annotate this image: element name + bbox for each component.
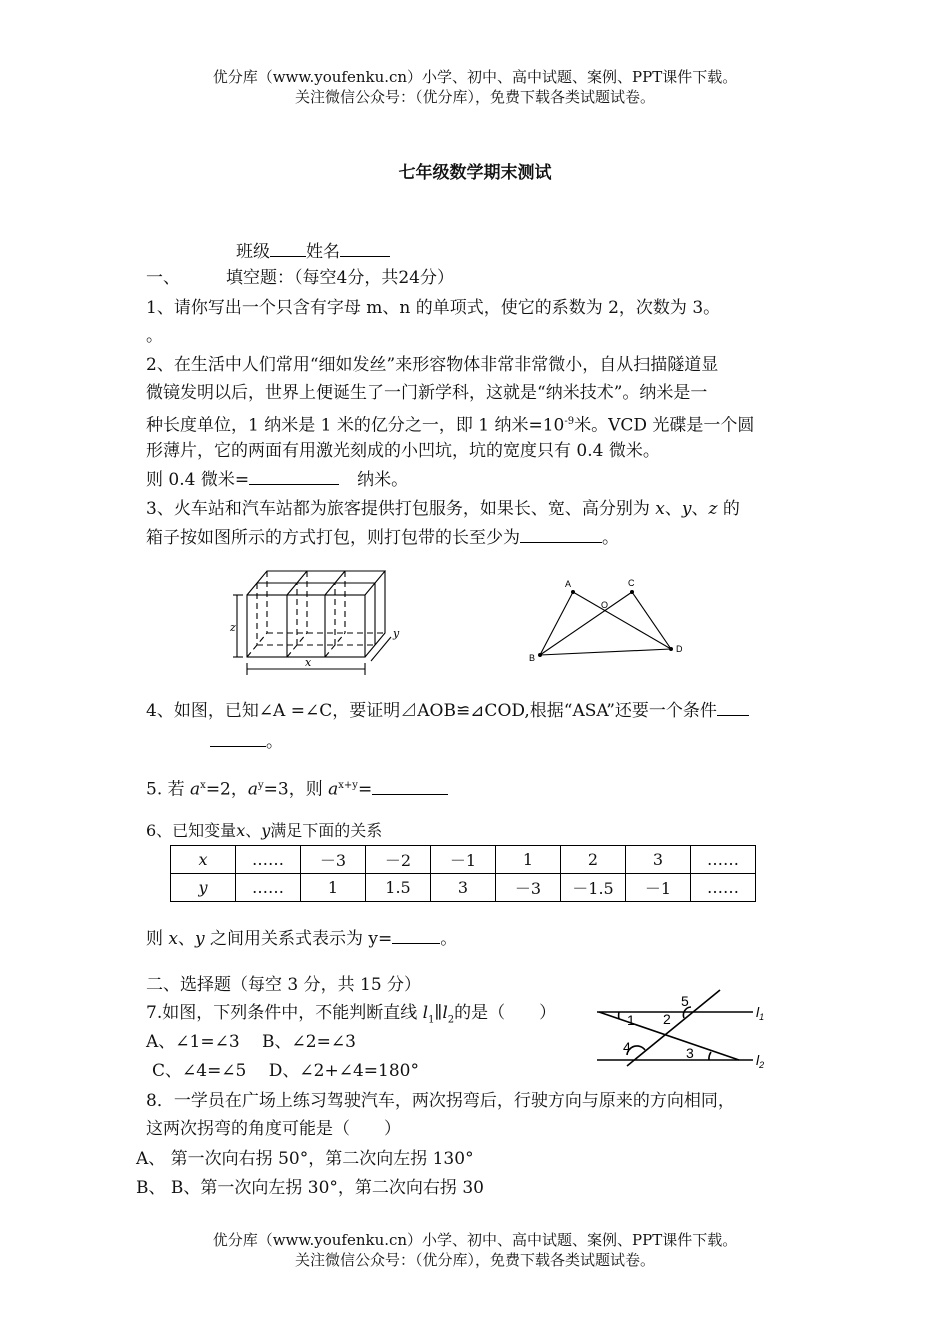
q3-line-1 [146, 495, 740, 523]
segment-CB [540, 592, 632, 655]
point-A [571, 590, 575, 594]
q5-exp-y: y [258, 780, 264, 791]
box-front-face [247, 595, 365, 657]
table-cell: －3 [496, 874, 561, 902]
q4-line-2 [210, 728, 283, 756]
point-C [630, 590, 634, 594]
segment-AD [573, 592, 671, 649]
line-label-l1: $l_1$ [756, 1004, 765, 1022]
q2-line-5 [146, 466, 408, 494]
q6-prefix: 6、已知变量 [146, 821, 237, 840]
q8-option-b: B、 B、第一次向左拐 30°，第二次向右拐 30 [136, 1178, 484, 1198]
table-row-x [171, 846, 756, 874]
q4-answer-blank-2[interactable] [210, 728, 266, 747]
header-line-1: 优分库（www.youfenku.cn）小学、初中、高中试题、案例、PPT课件下载。 [212, 68, 738, 86]
q8-line-1: 8．一学员在广场上练习驾驶汽车，两次拐弯后，行驶方向与原来的方向相同， [146, 1091, 735, 1111]
q2-exponent: -9 [564, 416, 575, 427]
q1-end: 。 [146, 326, 163, 346]
q3-var-x: x [655, 499, 665, 519]
q2-line-3 [146, 408, 754, 440]
box-hidden-edges [247, 571, 385, 657]
q5-a-2: a [247, 779, 259, 800]
q7-l1: l [422, 1003, 429, 1023]
q3-line-2-end: 。 [602, 528, 619, 548]
q6-var-x: x [236, 821, 246, 840]
table-cell: 3 [431, 874, 496, 902]
name-blank[interactable] [340, 238, 390, 257]
q5-eq-3: = [357, 779, 373, 800]
q2-line-5b: 纳米。 [357, 470, 409, 490]
table-cell: 1 [496, 846, 561, 874]
triangle-figure [525, 572, 725, 667]
q3-var-z: z [708, 499, 718, 519]
angle-label-5: 5 [681, 993, 689, 1009]
q4-text: 4、如图，已知∠A =∠C，要证明⊿AOB≌⊿COD,根据“ASA”还要一个条件 [146, 701, 717, 721]
relation-table [170, 845, 756, 902]
point-B [538, 653, 542, 657]
table-cell: 2 [561, 846, 626, 874]
table-cell: 1 [301, 874, 366, 902]
x-label: x [198, 850, 208, 869]
table-cell: －1 [431, 846, 496, 874]
q2-line-3a: 种长度单位，1 纳米是 1 米的亿分之一，即 1 纳米=10 [146, 415, 565, 436]
q6-l2-sep: 、 [178, 929, 195, 949]
q7-l2-sub: 2 [447, 1014, 455, 1026]
q3-line-1a: 3、火车站和汽车站都为旅客提供打包服务，如果长、宽、高分别为 [146, 499, 650, 519]
angle-label-3: 3 [686, 1045, 694, 1061]
angle-label-1: 1 [627, 1012, 635, 1028]
box-label-z: z [230, 621, 236, 634]
q3-var-y: y [681, 499, 692, 519]
q5-eq-1: =2， [205, 779, 248, 800]
box-figure [225, 565, 405, 680]
line-label-l2: $l_2$ [756, 1052, 765, 1068]
q2-line-5a: 则 0.4 微米= [146, 470, 250, 490]
table-cell: …… [236, 874, 301, 902]
box-label-y: y [393, 627, 400, 640]
table-header-y [171, 874, 236, 902]
table-header-x [171, 846, 236, 874]
transversal-2 [627, 990, 720, 1066]
q6-l2-x: x [168, 929, 178, 949]
q7-l2: l [442, 1003, 448, 1023]
table-cell: －2 [366, 846, 431, 874]
y-label: y [198, 878, 208, 897]
class-label: 班级 [236, 242, 270, 262]
q7-options-1: A、∠1=∠3 B、∠2=∠3 [146, 1032, 356, 1052]
q2-line-2: 微镜发明以后，世界上便诞生了一门新学科，这就是“纳米技术”。纳米是一 [146, 383, 708, 403]
q6-line-1 [146, 817, 382, 845]
q5-line [146, 772, 448, 804]
q6-l2-y: y [195, 929, 205, 949]
q6-var-y: y [261, 821, 271, 840]
table-cell: …… [236, 846, 301, 874]
name-label: 姓名 [306, 242, 340, 262]
q6-sep: 、 [245, 821, 262, 840]
header-line-2: 关注微信公众号：（优分库），免费下载各类试题试卷。 [294, 88, 655, 106]
q3-answer-blank[interactable] [520, 524, 602, 543]
q6-suffix: 满足下面的关系 [270, 821, 383, 840]
q4-line-1 [146, 697, 749, 725]
segment-AB [540, 592, 573, 655]
q7-prefix: 7.如图，下列条件中，不能判断直线 [146, 1003, 418, 1023]
q6-l2-prefix: 则 [146, 929, 163, 949]
parallel-lines-figure [585, 988, 785, 1068]
angle-label-4: 4 [623, 1039, 631, 1055]
class-blank[interactable] [270, 238, 306, 257]
q5-answer-blank[interactable] [372, 776, 448, 795]
box-label-x: x [305, 656, 312, 669]
q2-answer-blank[interactable] [249, 466, 339, 485]
q5-a-3: a [328, 779, 339, 800]
q2-line-1: 2、在生活中人们常用“细如发丝”来形容物体非常非常微小，自从扫描隧道显 [146, 355, 719, 375]
q6-l2-text: 之间用关系式表示为 y= [210, 929, 393, 949]
table-cell: 3 [626, 846, 691, 874]
q4-end: 。 [266, 732, 283, 752]
angle-label-2: 2 [663, 1011, 671, 1027]
segment-BD [540, 649, 671, 655]
q5-a-1: a [190, 779, 201, 800]
footer-line-2: 关注微信公众号：（优分库），免费下载各类试题试卷。 [294, 1251, 655, 1269]
q2-line-4: 形薄片，它的两面有用激光刻成的小凹坑，坑的宽度只有 0.4 微米。 [146, 441, 660, 461]
q2-line-3b: 米。VCD 光碟是一个圆 [574, 415, 755, 436]
table-cell: 1.5 [366, 874, 431, 902]
label-B: B [529, 653, 536, 663]
section2-heading: 二、选择题（每空 3 分，共 15 分） [146, 975, 422, 995]
table-row-y [171, 874, 756, 902]
q5-exp-xy: x+y [338, 780, 358, 791]
table-cell: －3 [301, 846, 366, 874]
q8-line-2: 这两次拐弯的角度可能是（ ） [146, 1119, 401, 1139]
y-dimension-line [371, 637, 391, 661]
q5-prefix: 5. 若 [146, 779, 185, 800]
table-cell: …… [691, 874, 756, 902]
section1-number: 一、 [146, 268, 180, 288]
footer-line-1: 优分库（www.youfenku.cn）小学、初中、高中试题、案例、PPT课件下载。 [212, 1231, 738, 1249]
q7-l1-sub: 1 [428, 1014, 435, 1026]
q6-line-2 [146, 925, 457, 953]
table-cell: －1 [626, 874, 691, 902]
q3-line-2 [146, 524, 619, 552]
q5-eq-2: =3，则 [263, 779, 323, 800]
label-A: A [565, 579, 572, 589]
q6-l2-end: 。 [440, 929, 458, 949]
q4-answer-blank-1[interactable] [717, 697, 749, 716]
q8-option-a: A、 第一次向右拐 50°，第二次向左拐 130° [136, 1149, 474, 1169]
q3-sep-2: 、 [691, 499, 709, 519]
q7-suffix: 的是（ ） [454, 1003, 557, 1023]
table-cell: －1.5 [561, 874, 626, 902]
q3-sep-1: 、 [664, 499, 682, 519]
q6-answer-blank[interactable] [392, 925, 440, 944]
q3-line-2-text: 箱子按如图所示的方式打包，则打包带的长至少为 [146, 528, 520, 548]
q7-parallel: ∥ [434, 1003, 443, 1023]
student-info [236, 238, 390, 266]
table-cell: …… [691, 846, 756, 874]
page-title: 七年级数学期末测试 [398, 163, 552, 183]
section1-heading [146, 264, 454, 292]
section1-title: 填空题：（每空4分，共24分） [226, 268, 454, 288]
label-C: C [628, 578, 635, 588]
angle-3-arc [709, 1052, 711, 1060]
label-D: D [676, 644, 683, 654]
q3-line-1b: 的 [722, 499, 740, 519]
segment-CD [632, 592, 671, 649]
q1-text: 1、请你写出一个只含有字母 m、n 的单项式，使它的系数为 2，次数为 3。 [146, 298, 721, 318]
point-D [669, 647, 673, 651]
q5-exp-x: x [200, 780, 206, 791]
label-O: O [601, 600, 609, 610]
q7-options-2: C、∠4=∠5 D、∠2+∠4=180° [152, 1061, 419, 1081]
